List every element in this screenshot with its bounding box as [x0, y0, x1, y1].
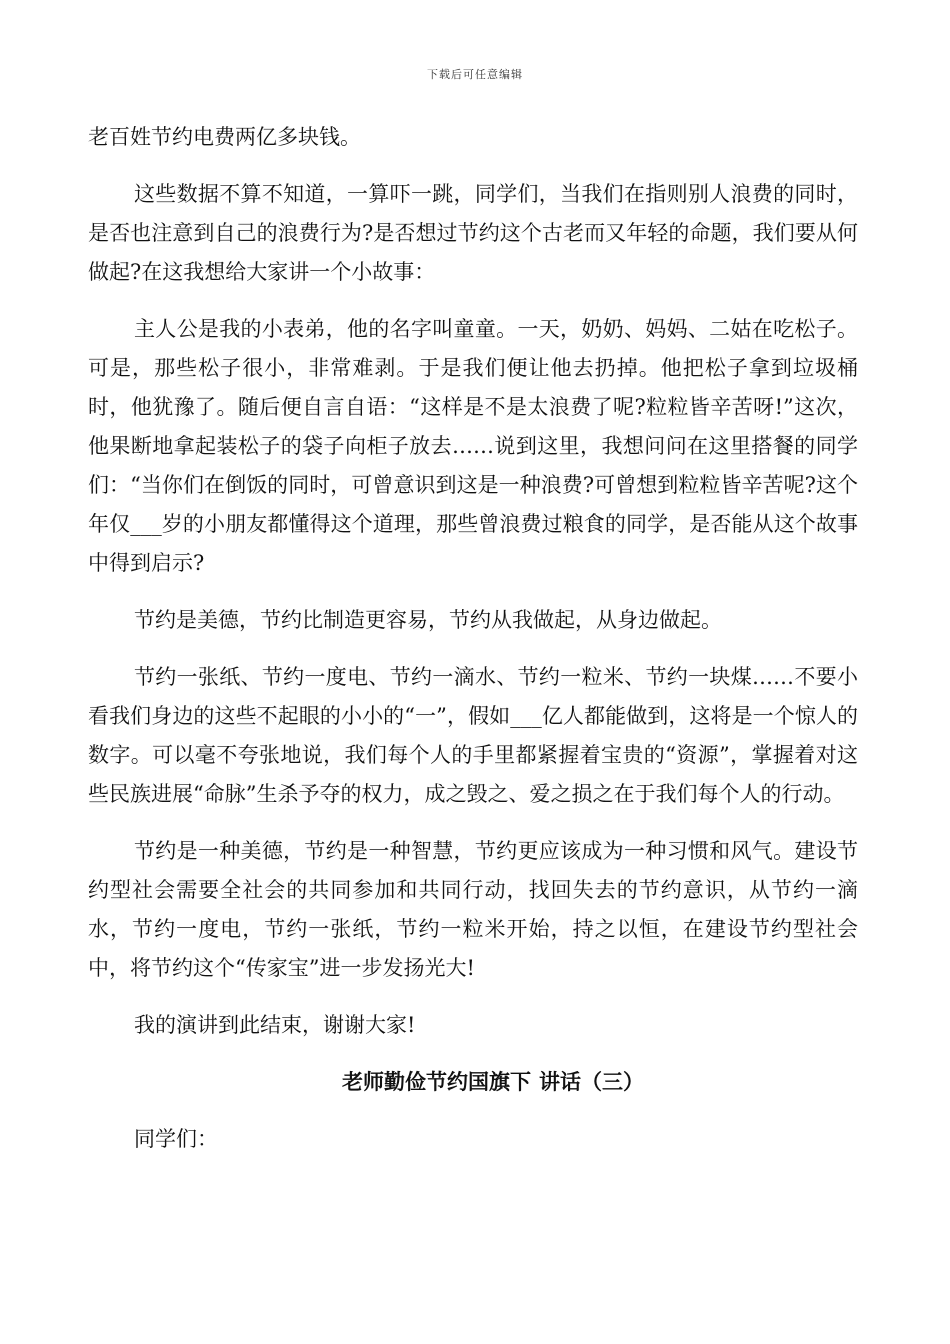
document-body	[88, 118, 858, 1159]
paragraph-data-reflection: 这些数据不算不知道，一算吓一跳，同学们，当我们在指则别人浪费的同时，是否也注意到自己的浪费行为?是否想过节约这个古老而又年轻的命题，我们要从何做起?在这我想给大家讲一个小故事：	[88, 182, 858, 284]
paragraph-virtue: 节约是美德，节约比制造更容易，节约从我做起，从身边做起。	[134, 608, 722, 632]
paragraph-habit: 节约是一种美德，节约是一种智慧，节约更应该成为一种习惯和风气。建设节约型社会需要全社会的共同参加和共同行动，找回失去的节约意识，从节约一滴水，节约一度电，节约一张纸，节约一粒米开始，持之以恒，在建设节约型社会中，将节约这个“传家宝”进一步发扬光大!	[88, 839, 858, 980]
paragraph-continuation: 老百姓节约电费两亿多块钱。	[88, 125, 361, 149]
section-greeting: 同学们：	[134, 1127, 218, 1151]
section-title	[88, 1063, 858, 1102]
page-header: 下载后可任意编辑	[427, 68, 523, 81]
paragraph-story: 主人公是我的小表弟，他的名字叫童童。一天，奶奶、妈妈、二姑在吃松子。可是，那些松子很小，非常难剥。于是我们便让他去扔掉。他把松子拿到垃圾桶时，他犹豫了。随后便自言自语：“这样是不是太浪费了呢?粒粒皆辛苦呀!”这次，他果断地拿起装松子的袋子向柜子放去……说到这里，我想问问在这里搭餐的同学们：“当你们在倒饭的同时，可曾意识到这是一种浪费?可曾想到粒粒皆辛苦呢?这个年仅___岁的小朋友都懂得这个道理，那些曾浪费过粮食的同学，是否能从这个故事中得到启示?	[88, 317, 858, 575]
section-title-main: 老师勤俭节约国旗下	[342, 1070, 531, 1094]
paragraph-closing: 我的演讲到此结束，谢谢大家!	[134, 1013, 416, 1037]
paragraph-small-things: 节约一张纸、节约一度电、节约一滴水、节约一粒米、节约一块煤……不要小看我们身边的这些不起眼的小小的“一”，假如___亿人都能做到，这将是一个惊人的数字。可以毫不夸张地说，我们每个人的手里都紧握着宝贵的“资源”，掌握着对这些民族进展“命脉”生杀予夺的权力，成之毁之、爱之损之在于我们每个人的行动。	[88, 665, 858, 806]
section-title-sub: 讲话（三）	[539, 1070, 644, 1094]
